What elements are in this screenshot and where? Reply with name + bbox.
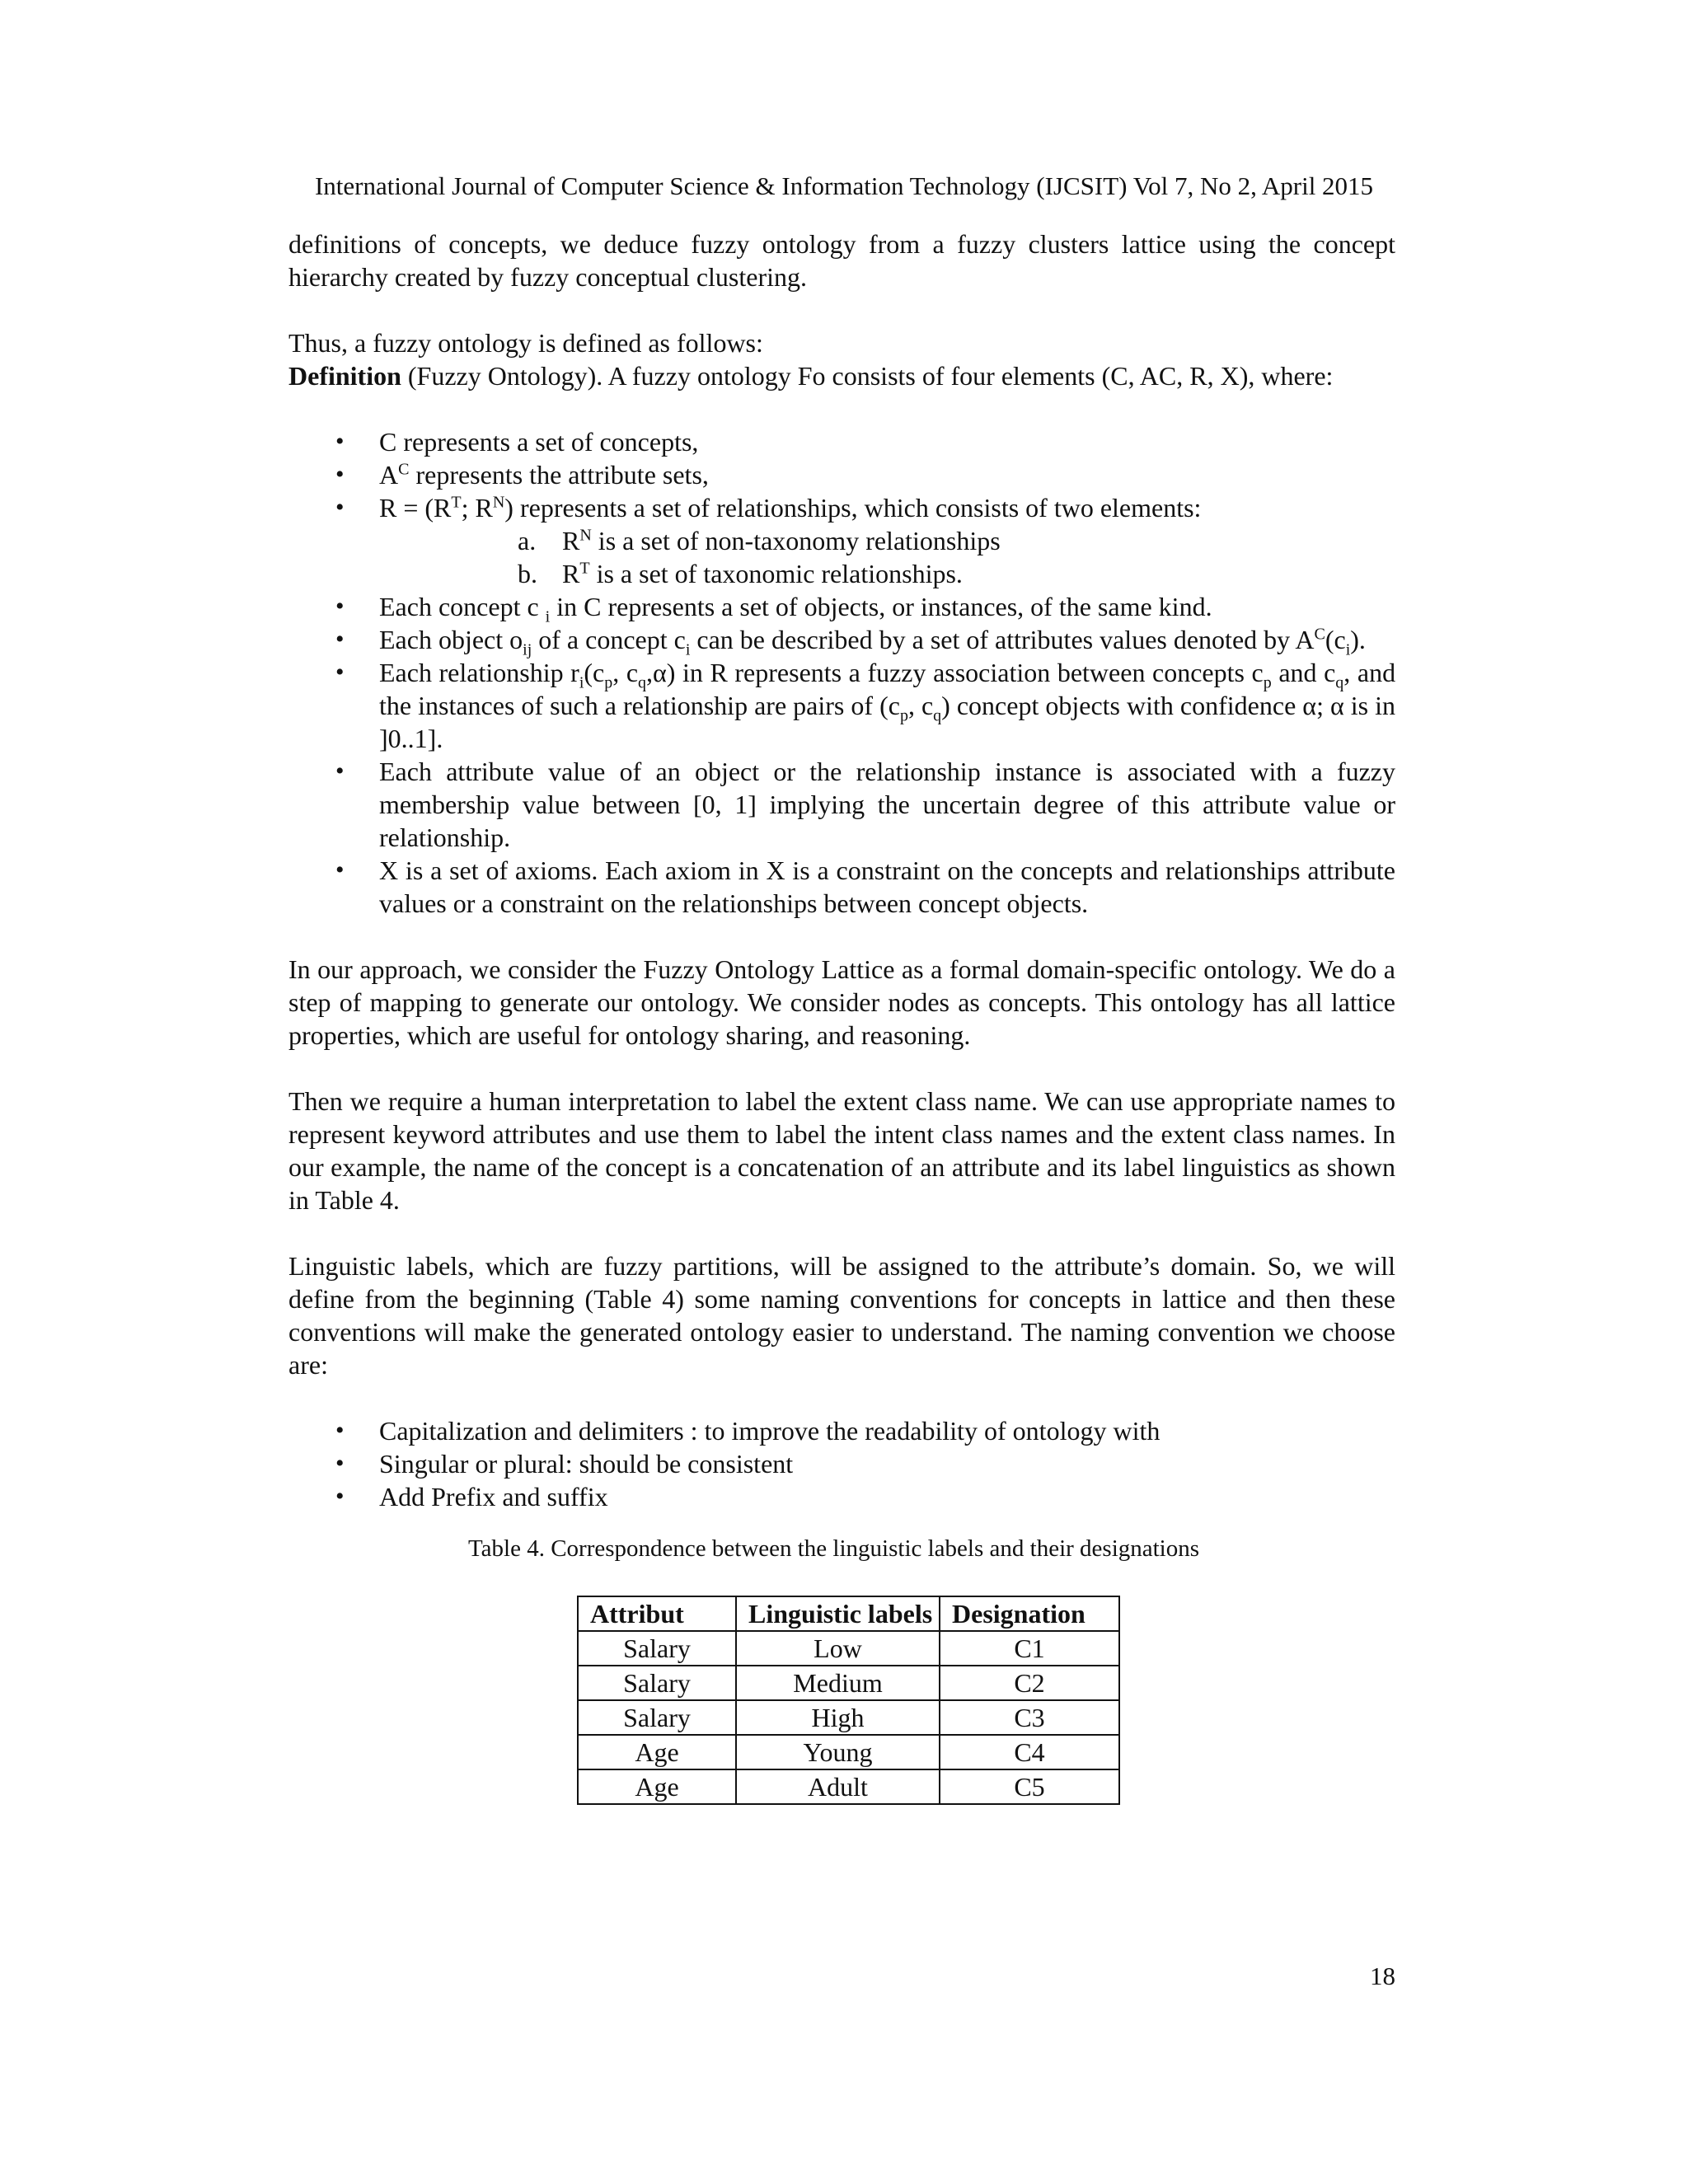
interpretation-paragraph: Then we require a human interpretation to label the extent class name. We can use appropriate names to represent keyword attributes and use them to label the intent class names and the extent class names. In our example, the name of the concept is a concatenation of an attribute and its label linguistics as shown in Table 4. — [288, 1086, 1395, 1215]
bullet-icon: • — [335, 856, 345, 883]
list-item: • Each concept c $_i$ in C represents a set of objects, or instances, of the same kind. — [335, 592, 1212, 626]
table-caption: Table 4. Correspondence between the linguistic labels and their designations — [467, 1535, 1200, 1562]
table-cell: Young — [736, 1735, 940, 1769]
table-cell: Age — [578, 1769, 736, 1804]
page-body — [288, 227, 1395, 1805]
correspondence-table — [577, 1596, 1120, 1805]
page-number: 18 — [1370, 1961, 1395, 1990]
list-item: • $A^C$ represents the attribute sets, — [335, 460, 709, 490]
list-item: a. $R^N$ is a set of non-taxonomy relationships — [518, 526, 1001, 555]
bullet-icon: • — [335, 593, 345, 620]
bullet-icon: • — [335, 1450, 345, 1477]
table-cell: C4 — [940, 1735, 1119, 1769]
naming-conventions-list — [288, 1414, 1395, 1513]
table-row — [578, 1631, 1119, 1666]
table-cell: C3 — [940, 1700, 1119, 1735]
bullet-icon: • — [335, 658, 345, 686]
table-cell: C2 — [940, 1666, 1119, 1700]
list-item: • Capitalization and delimiters : to improve the readability of ontology with — [335, 1416, 1160, 1446]
table-cell: Medium — [736, 1666, 940, 1700]
definition-paragraph — [288, 359, 1395, 392]
list-item: • $R = (R^T$; $R^N$) represents a set of relationships, which consists of two elements: a. $R^N$ is a set of non-taxonomy relationships b. $R^T$ is a set of taxonomic relationships. — [288, 491, 1395, 590]
table-cell: High — [736, 1700, 940, 1735]
table-row — [578, 1666, 1119, 1700]
column-header-designation: Designation — [940, 1596, 1119, 1631]
column-header-linguistic-labels: Linguistic labels — [736, 1596, 940, 1631]
list-item: • Each relationship $r_i(c_p$, $c_q,\alpha$) in R represents a fuzzy association between concepts $c_p$ and $c_q$, and the instances of such a relationship are pairs of ($c_p$, $c_q$) concept objects with confidence α; α is in ]0..1]. — [335, 658, 1396, 753]
definition-term: Definition — [288, 361, 401, 391]
list-item: • Each attribute value of an object or the relationship instance is associated with a fuzzy membership value between [0, 1] implying the uncertain degree of this attribute value or relationship. — [335, 757, 1395, 852]
bullet-icon: • — [335, 1483, 345, 1510]
list-item: • Add Prefix and suffix — [335, 1482, 608, 1511]
definition-text: (Fuzzy Ontology). A fuzzy ontology Fo consists of four elements (C, AC, R, X), where: — [401, 361, 1334, 391]
table-cell: C1 — [940, 1631, 1119, 1666]
bullet-icon: • — [335, 757, 345, 785]
linguistic-paragraph: Linguistic labels, which are fuzzy partitions, will be assigned to the attribute’s domain. So, we will define from the beginning (Table 4) some naming conventions for concepts in lattice and then these conventions will make the generated ontology easier to understand. The naming convention we choose are: — [288, 1251, 1395, 1380]
table-row — [578, 1700, 1119, 1735]
list-item: • Each object $o_{ij}$ of a concept $c_i$ can be described by a set of attributes values denoted by $A^C(c_i)$. — [335, 625, 1366, 659]
intro-paragraph: definitions of concepts, we deduce fuzzy ontology from a fuzzy clusters lattice using the concept hierarchy created by fuzzy conceptual clustering. — [288, 229, 1395, 292]
bullet-icon: • — [335, 626, 345, 653]
list-item: b. $R^T$ is a set of taxonomic relationships. — [518, 559, 963, 588]
column-header-attribut: Attribut — [578, 1596, 736, 1631]
bullet-icon: • — [335, 461, 345, 488]
table-cell: C5 — [940, 1769, 1119, 1804]
table-cell: Salary — [578, 1700, 736, 1735]
approach-paragraph: In our approach, we consider the Fuzzy Ontology Lattice as a formal domain-specific ontology. We do a step of mapping to generate our ontology. We consider nodes as concepts. This ontology has all lattice properties, which are useful for ontology sharing, and reasoning. — [288, 954, 1395, 1050]
table-cell: Low — [736, 1631, 940, 1666]
thus-line: Thus, a fuzzy ontology is defined as follows: — [288, 328, 763, 358]
list-item: • C represents a set of concepts, — [335, 427, 699, 457]
table-row — [578, 1769, 1119, 1804]
relationship-sublist — [379, 524, 1395, 590]
definition-bullet-list — [288, 425, 1395, 920]
table-row — [578, 1735, 1119, 1769]
table-cell: Adult — [736, 1769, 940, 1804]
bullet-icon: • — [335, 428, 345, 455]
table-cell: Salary — [578, 1666, 736, 1700]
bullet-icon: • — [335, 494, 345, 521]
table-cell: Age — [578, 1735, 736, 1769]
bullet-icon: • — [335, 1417, 345, 1444]
list-item: • Singular or plural: should be consistent — [335, 1449, 794, 1479]
list-item: • X is a set of axioms. Each axiom in X is a constraint on the concepts and relationships attribute values or a constraint on the relationships between concept objects. — [335, 855, 1395, 918]
table-cell: Salary — [578, 1631, 736, 1666]
journal-header: International Journal of Computer Science & Information Technology (IJCSIT) Vol 7, No 2, April 2015 — [314, 171, 1374, 200]
table-header-row — [578, 1596, 1119, 1631]
